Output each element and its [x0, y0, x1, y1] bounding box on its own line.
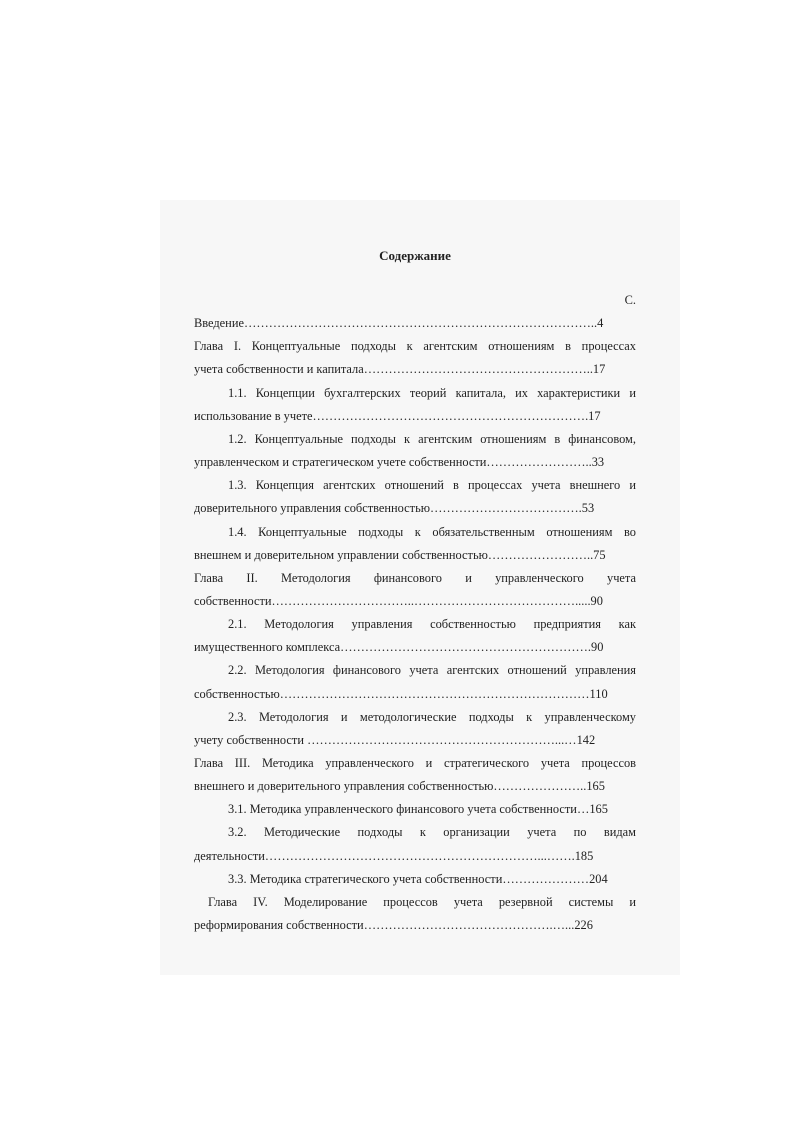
toc-chapter-1-line2: учета собственности и капитала………………………………………………..17: [194, 362, 606, 376]
toc-section-2-1-line2: имущественного комплекса…………………………………………………….90: [194, 640, 604, 654]
toc-section-2-2-line2: собственностью…………………………………………………………………110: [194, 687, 608, 701]
toc-chapter-2-line1: Глава II. Методология финансового и управленческого учета: [194, 571, 636, 585]
toc-chapter-1-line1: Глава I. Концептуальные подходы к агентским отношениям в процессах: [194, 339, 636, 353]
toc-section-1-2-line1: 1.2. Концептуальные подходы к агентским отношениям в финансовом,: [228, 432, 636, 446]
toc-section-1-3-line1: 1.3. Концепция агентских отношений в процессах учета внешнего и: [228, 478, 636, 492]
toc-chapter-2-line2: собственности……………………………..………………………………….....90: [194, 594, 603, 608]
toc-section-2-2-line1: 2.2. Методология финансового учета агентских отношений управления: [228, 663, 636, 677]
toc-chapter-4-line1: Глава IV. Моделирование процессов учета резервной системы и: [208, 895, 636, 909]
toc-section-2-3-line2: учету собственности ……………………………………………………...…142: [194, 733, 596, 747]
toc-section-3-2-line2: деятельности…………………………………………………………...…….185: [194, 849, 594, 863]
toc-section-3-1: 3.1. Методика управленческого финансового учета собственности…165: [228, 802, 608, 816]
toc-section-1-3-line2: доверительного управления собственностью……………………………….53: [194, 501, 595, 515]
toc-entry-introduction: Введение…………………………………………………………………………..4: [194, 316, 604, 330]
toc-section-1-1-line1: 1.1. Концепции бухгалтерских теорий капитала, их характеристики и: [228, 386, 636, 400]
toc-chapter-4-line2: реформирования собственности……………………………………….…...226: [194, 918, 593, 932]
toc-chapter-3-line1: Глава III. Методика управленческого и стратегического учета процессов: [194, 756, 636, 770]
toc-section-3-2-line1: 3.2. Методические подходы к организации учета по видам: [228, 825, 636, 839]
toc-section-1-4-line1: 1.4. Концептуальные подходы к обязательственным отношениям во: [228, 525, 636, 539]
page-column-header: С.: [624, 293, 636, 307]
toc-section-3-3: 3.3. Методика стратегического учета собственности…………………204: [228, 872, 608, 886]
toc-section-2-3-line1: 2.3. Методология и методологические подходы к управленческому: [228, 710, 636, 724]
toc-section-2-1-line1: 2.1. Методология управления собственностью предприятия как: [228, 617, 636, 631]
toc-chapter-3-line2: внешнего и доверительного управления собственностью…………………..165: [194, 779, 605, 793]
toc-section-1-1-line2: использование в учете………………………………………………………….17: [194, 409, 601, 423]
toc-section-1-4-line2: внешнем и доверительном управлении собственностью……………………..75: [194, 548, 606, 562]
toc-section-1-2-line2: управленческом и стратегическом учете собственности……………………..33: [194, 455, 605, 469]
page-title: Содержание: [379, 248, 451, 263]
